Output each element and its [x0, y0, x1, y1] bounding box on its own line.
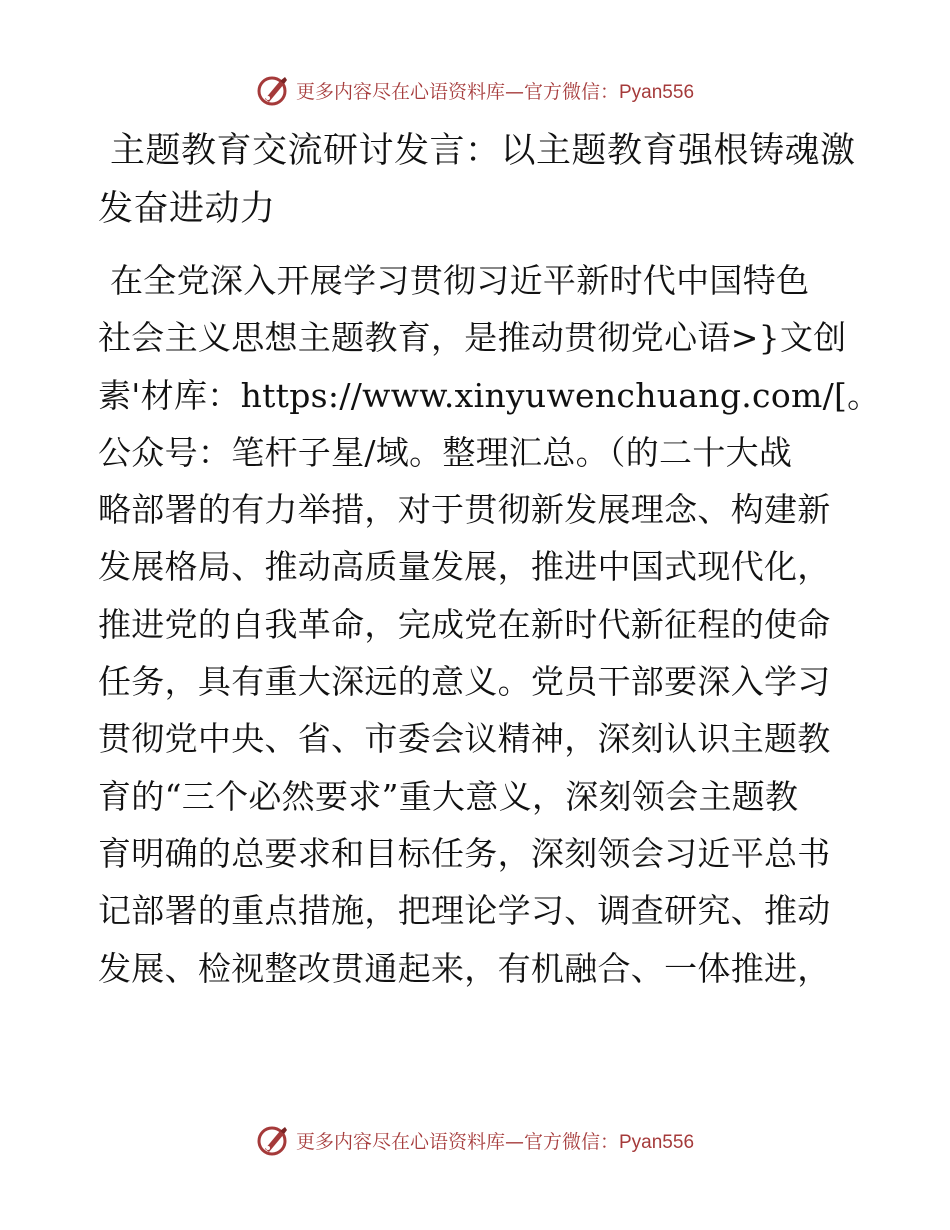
body-text-line: 育明确的总要求和目标任务，深刻领会习近平总书: [98, 833, 831, 873]
body-text-line: 略部署的有力举措，对于贯彻新发展理念、构建新: [98, 490, 831, 530]
body-text-line: 发展、检视整改贯通起来，有机融合、一体推进，: [98, 948, 831, 988]
banner-text: [296, 1127, 694, 1154]
document-title: 主题教育交流研讨发言：以主题教育强根铸魂激发奋进动力: [98, 131, 856, 229]
footer-banner: [0, 1120, 950, 1160]
banner-separator: —: [504, 1130, 524, 1153]
body-text-line: 贯彻党中央、省、市委会议精神，深刻认识主题教: [98, 719, 831, 759]
body-text-line: 发展格局、推动高质量发展，推进中国式现代化，: [98, 547, 831, 587]
document-body: [98, 252, 881, 997]
body-text-line: 任务，具有重大深远的意义。党员干部要深入学习: [98, 662, 831, 702]
banner-wechat-label: 官方微信：: [523, 80, 619, 103]
banner-wechat-account: Pyan556: [619, 81, 695, 103]
body-text-line: 素'材库：https://www.xinyuwenchuang.com/[。: [98, 375, 881, 415]
banner-wechat-label: 官方微信：: [523, 1130, 619, 1153]
body-text-line: 公众号：笔杆子星/域。整理汇总。（的二十大战: [98, 432, 793, 472]
banner-slogan: 更多内容尽在心语资料库: [295, 1130, 505, 1153]
banner-wechat-account: Pyan556: [619, 1131, 695, 1153]
body-text-line: 社会主义思想主题教育，是推动贯彻党心语>}文创: [98, 318, 847, 358]
header-banner: [0, 70, 950, 110]
body-text-line: 在全党深入开展学习贯彻习近平新时代中国特色: [110, 261, 810, 300]
pen-logo-icon: [256, 73, 290, 107]
banner-slogan: 更多内容尽在心语资料库: [295, 80, 505, 103]
body-text-line: 推进党的自我革命，完成党在新时代新征程的使命: [98, 604, 831, 644]
banner-separator: —: [504, 80, 524, 103]
pen-logo-icon: [256, 1123, 290, 1157]
body-text-line: 育的“三个必然要求”重大意义，深刻领会主题教: [98, 776, 799, 816]
banner-text: [296, 77, 694, 104]
body-text-line: 记部署的重点措施，把理论学习、调查研究、推动: [98, 891, 831, 931]
